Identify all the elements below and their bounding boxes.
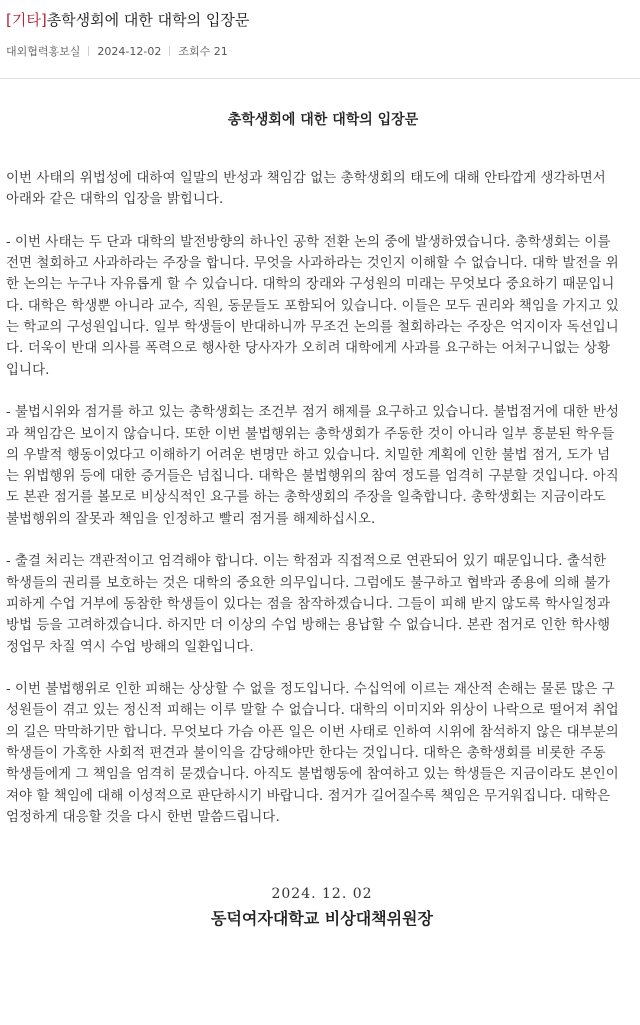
closing-date: 2024. 12. 02 <box>271 886 373 903</box>
post-meta <box>6 43 634 59</box>
document-footer <box>24 886 620 929</box>
post-views: 조회수 21 <box>178 45 228 58</box>
paragraph: - 이번 사태는 두 단과 대학의 발전방향의 하나인 공학 전환 논의 중에 발생하였습니다. 총학생회는 이를 전면 철회하고 사과하라는 주장을 합니다. 무엇을 사과하라는 것인지 이해할 수 없습니다. 대학 발전을 위한 논의는 누구나 자유롭게 할 수 있습니다. 대학의 장래와 구성원의 미래는 무엇보다 중요하기 때문입니다. 대학은 학생뿐 아니라 교수, 직원, 동문들도 포함되어 있습니다. 이들은 모두 권리와 책임을 가지고 있는 학교의 구성원입니다. 일부 학생들이 반대하니까 무조건 논의를 철회하라는 주장은 억지이자 독선입니다. 더욱이 반대 의사를 폭력으로 행사한 당사자가 오히려 대학에게 사과를 요구하는 어처구니없는 상황입니다. <box>6 234 619 378</box>
post-header <box>0 0 640 79</box>
signer: 동덕여자대학교 비상대책위원장 <box>211 909 433 929</box>
paragraph: 이번 사태의 위법성에 대하여 일말의 반성과 책임감 없는 총학생회의 태도에 대해 안타깝게 생각하면서 아래와 같은 대학의 입장을 밝힙니다. <box>6 171 606 208</box>
post-title-line <box>6 10 634 30</box>
post-title: 총학생회에 대한 대학의 입장문 <box>46 11 250 29</box>
paragraph: - 출결 처리는 객관적이고 엄격해야 합니다. 이는 학점과 직접적으로 연관되어 있기 때문입니다. 출석한 학생들의 권리를 보호하는 것은 대학의 중요한 의무입니다. 그럼에도 불구하고 협박과 종용에 의해 불가피하게 수업 거부에 동참한 학생들이 있다는 점을 참작하겠습니다. 그들이 피해 받지 않도록 학사일정과 방법 등을 고려하겠습니다. 하지만 더 이상의 수업 방해는 용납할 수 없습니다. 본관 점거로 인한 학사행정업무 차질 역시 수업 방해의 일환입니다. <box>6 554 611 655</box>
post-author: 대외협력홍보실 <box>6 45 81 58</box>
meta-divider <box>169 46 170 56</box>
paragraph: - 불법시위와 점거를 하고 있는 총학생회는 조건부 점거 해제를 요구하고 있습니다. 불법점거에 대한 반성과 책임감은 보이지 않습니다. 또한 이번 불법행위는 총학생회가 주동한 것이 아니라 일부 흥분된 학우들의 우발적 행동이었다고 이해하기 어려운 변명만 하고 있습니다. 치밀한 계획에 인한 불법 점거, 도가 넘는 위법행위 등에 대한 증거들은 넘칩니다. 대학은 불법행위의 참여 정도를 엄격히 구분할 것입니다. 아직도 본관 점거를 볼모로 비상식적인 요구를 하는 총학생회의 주장을 일축합니다. 총학생회는 지금이라도 불법행위의 잘못과 책임을 인정하고 빨리 점거를 해제하십시오. <box>6 405 620 527</box>
paragraph: - 이번 불법행위로 인한 피해는 상상할 수 없을 정도입니다. 수십억에 이르는 재산적 손해는 물론 많은 구성원들이 겪고 있는 정신적 피해는 이루 말할 수 없습니다. 대학의 이미지와 위상이 나락으로 떨어져 취업의 길은 막막하기만 합니다. 무엇보다 가슴 아픈 일은 이번 사태로 인하여 시위에 참석하지 않은 대부분의 학생들이 가혹한 사회적 편견과 불이익을 감당해야만 한다는 것입니다. 대학은 총학생회를 비롯한 주동 학생들에게 그 책임을 엄격히 묻겠습니다. 아직도 불법행동에 참여하고 있는 학생들은 지금이라도 본인이 져야 할 책임에 대해 이성적으로 판단하시기 바랍니다. 점거가 길어질수록 책임은 무거워집니다. 대학은 엄정하게 대응할 것을 다시 한번 말씀드립니다. <box>6 682 619 825</box>
post-category[interactable]: [기타] <box>6 11 47 29</box>
document-title: 총학생회에 대한 대학의 입장문 <box>227 112 419 128</box>
document-paragraphs <box>6 168 620 828</box>
post-date: 2024-12-02 <box>97 45 162 58</box>
post-body <box>0 109 640 929</box>
meta-divider <box>88 46 89 56</box>
